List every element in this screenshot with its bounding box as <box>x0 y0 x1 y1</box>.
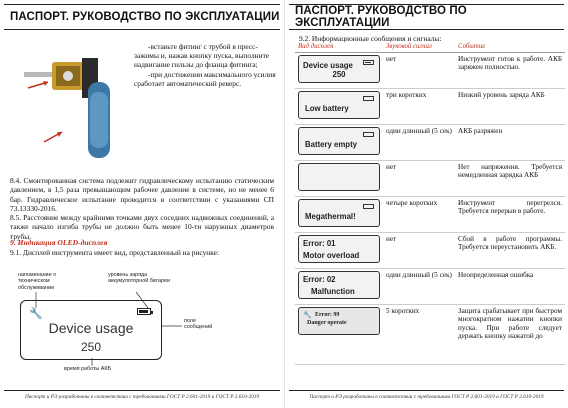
step-line: -при достижении максимального усилия сработает автоматический реверс. <box>134 69 276 88</box>
step-line: -вставьте фитинг с трубой в пресс-зажимы и, нажав кнопку пуска, выполните надвигание гильзы до фланца фитинга; <box>134 42 270 70</box>
table-row <box>295 160 565 196</box>
battery-icon <box>363 132 374 137</box>
paragraph-9-1: 9.1. Дисплей инструмента имеет вид, представленный на рисунке: <box>10 248 219 257</box>
display-diagram <box>16 262 272 380</box>
table-row <box>295 124 565 160</box>
table-row <box>295 52 565 88</box>
display-thumbnail: Low battery <box>298 91 380 119</box>
page-header: ПАСПОРТ. РУКОВОДСТВО ПО ЭКСПЛУАТАЦИИ <box>289 4 564 30</box>
battery-icon <box>137 308 151 315</box>
display-thumbnail: 🔧 Error: 99 Danger operate <box>298 307 380 335</box>
event-cell: Защита срабатывает при быстром многократном нажатии кнопки пуска. При работе следует держать кнопку нажатой до <box>455 304 565 364</box>
callout-service: напоминание о техническом обслуживании <box>18 272 57 291</box>
display-thumbnail: Megathermal! <box>298 199 380 227</box>
sound-cell: один длинный (5 сек) <box>383 268 455 304</box>
table-row <box>295 232 565 268</box>
display-message: Device usage <box>48 320 134 336</box>
callout-battery: уровень заряда аккумуляторной батареи <box>108 272 170 285</box>
column-header: Звуковой сигнал <box>383 43 455 52</box>
column-header: Вид дисплея <box>295 43 383 52</box>
table-row <box>295 196 565 232</box>
display-thumbnail: Error: 01 Motor overload <box>298 235 380 263</box>
sound-cell: 5 коротких <box>383 304 455 364</box>
table-row <box>295 304 565 364</box>
paragraph-8-5: 8.5. Расстояние между крайними точками двух соседних надвижных соединений, а также начало изгиба трубы не должно быть менее 10-ти наружных диаметров трубы. <box>10 213 274 241</box>
page-header: ПАСПОРТ. РУКОВОДСТВО ПО ЭКСПЛУАТАЦИИ <box>4 4 280 30</box>
display-thumbnail: Error: 02 Malfunction <box>298 271 380 299</box>
right-page <box>284 0 568 408</box>
sound-cell: четыре коротких <box>383 196 455 232</box>
event-cell: Инструмент готов к работе. АКБ заряжен полностью. <box>455 52 565 88</box>
column-header: Событие <box>455 43 565 52</box>
event-cell: Сбой в работе программы. Требуется переустановить АКБ. <box>455 232 565 268</box>
paragraph-8-4: 8.4. Смонтированная система подлежит гидравлическому испытанию статическим давлением, в 1,5 раза превышающим рабочее давление в системе, но не менее 6 бар. Гидравлическое испытание проводится в соответствии с указаниями СП 73.13330-2016. <box>10 176 274 213</box>
sound-cell: один длинный (5 сек) <box>383 124 455 160</box>
event-cell: Инструмент перегрелся. Требуется перерыв в работе. <box>455 196 565 232</box>
battery-icon <box>363 60 374 65</box>
display-thumbnail <box>298 163 380 191</box>
event-cell: АКБ разряжен <box>455 124 565 160</box>
press-tool-illustration <box>22 48 122 160</box>
page-footer: Паспорт и РЭ разработаны в соответствии с требованиями ГОСТ Р 2.601-2019 и ГОСТ Р 2.610-2019 <box>289 390 564 404</box>
sound-cell: нет <box>383 52 455 88</box>
event-cell: Низкий уровень заряда АКБ <box>455 88 565 124</box>
wrench-icon: 🔧 <box>29 308 43 320</box>
callout-time: время работы АКБ <box>64 366 112 372</box>
event-cell: Неопределенная ошибка <box>455 268 565 304</box>
display-number: 250 <box>80 340 102 354</box>
display-thumbnail: Device usage 250 <box>298 55 380 83</box>
table-row <box>295 268 565 304</box>
table-row <box>295 88 565 124</box>
display-thumbnail: Battery empty <box>298 127 380 155</box>
callout-message: поле сообщений <box>184 318 213 331</box>
assembly-steps <box>134 42 276 88</box>
battery-icon <box>363 96 374 101</box>
event-cell: Нет напряжения. Требуется немедленная зарядка АКБ <box>455 160 565 196</box>
press-tool-photo <box>22 48 122 160</box>
sound-cell: нет <box>383 160 455 196</box>
sound-cell: нет <box>383 232 455 268</box>
table-header-row <box>295 43 565 52</box>
signals-table <box>295 43 565 365</box>
section-title: 9. Индикация OLED-дисплея <box>10 238 108 247</box>
page-footer: Паспорт и РЭ разработаны в соответствии с требованиями ГОСТ Р 2.601-2019 и ГОСТ Р 2.610-2019 <box>4 390 280 404</box>
oled-display <box>20 300 162 360</box>
battery-icon <box>363 204 374 209</box>
wrench-icon: 🔧 <box>303 310 312 319</box>
section-subtitle: 9.2. Информационные сообщения и сигналы: <box>299 34 442 43</box>
sound-cell: три коротких <box>383 88 455 124</box>
